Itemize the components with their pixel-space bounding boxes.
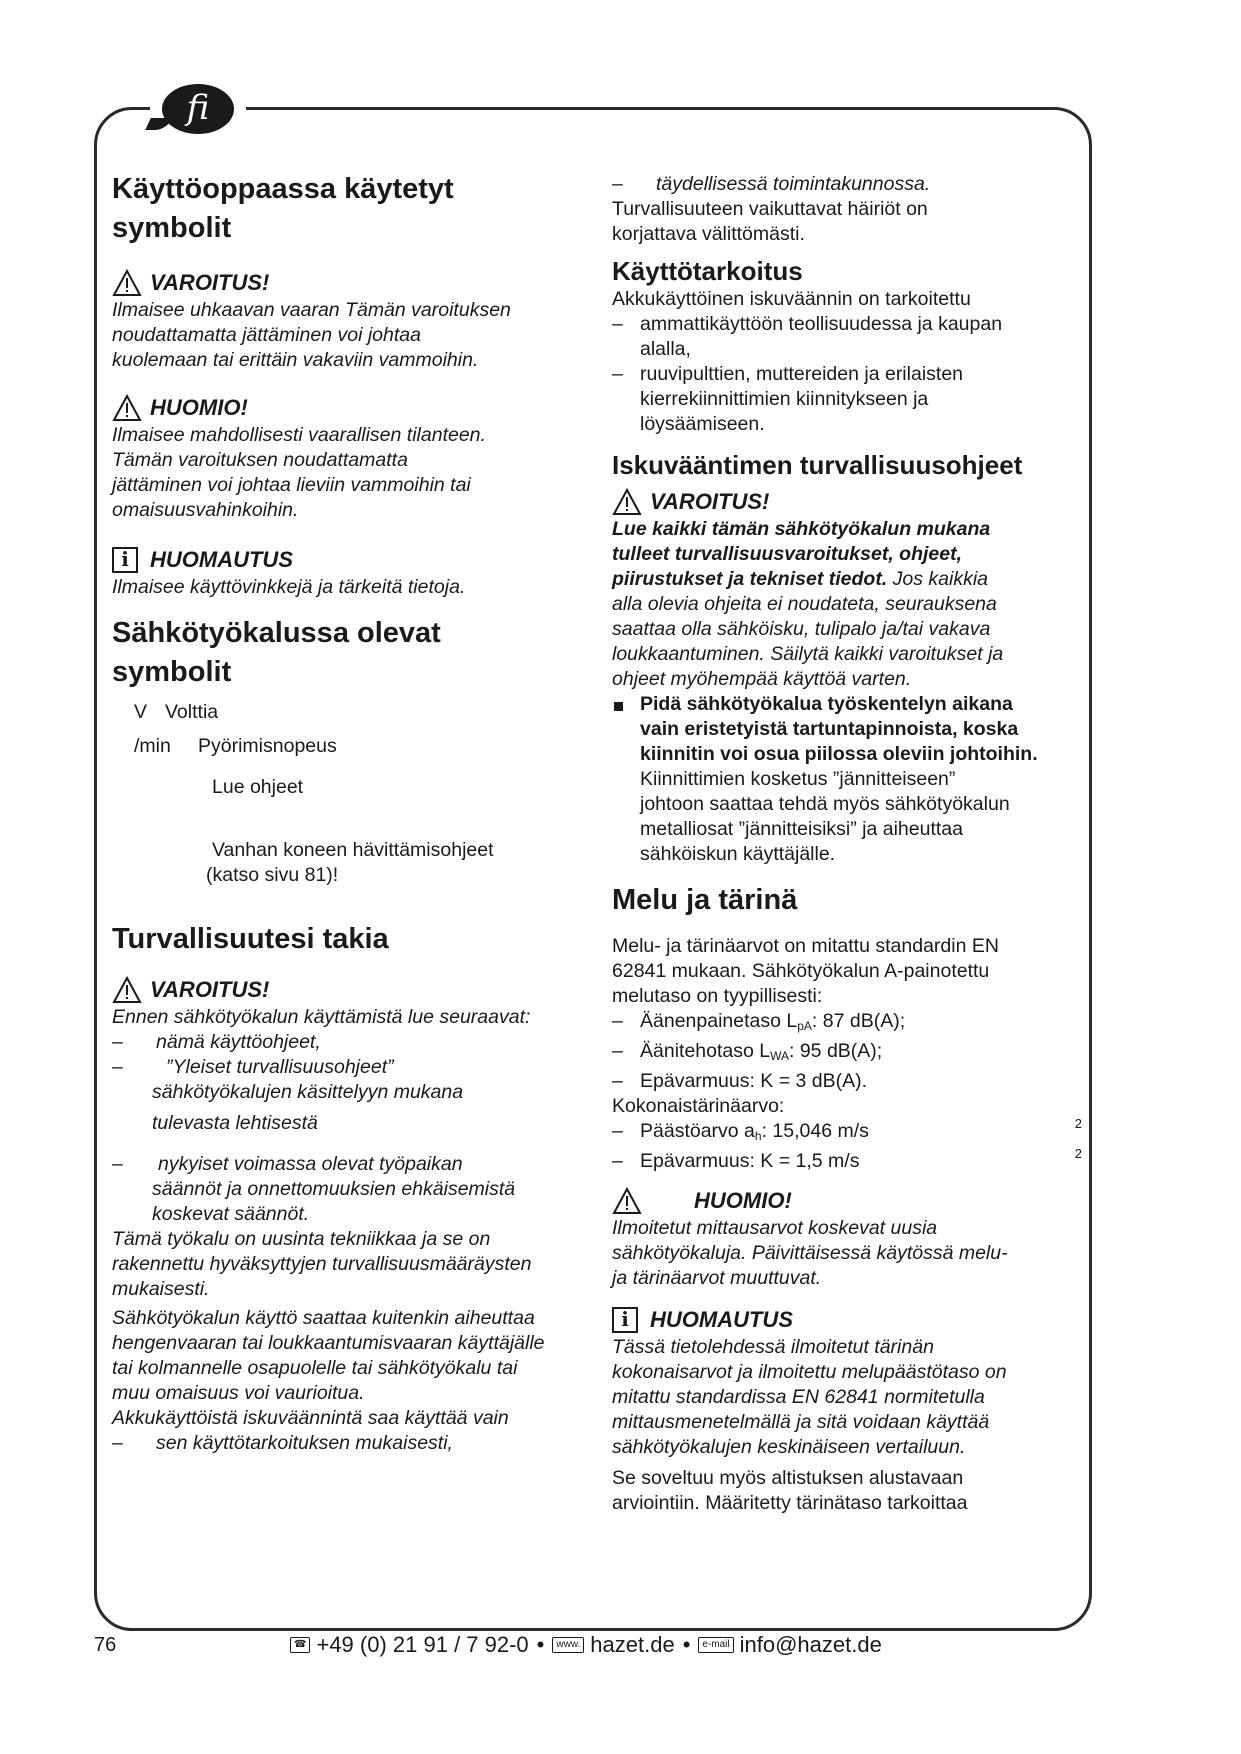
text-line: – ammattikäyttöön teollisuudessa ja kaupan <box>640 313 1003 335</box>
list-item <box>612 1116 1082 1149</box>
heading-tool-symbols <box>112 614 586 692</box>
page-number: 76 <box>94 1634 117 1656</box>
text-run: Jos kaikkia <box>887 568 989 590</box>
warning-label: VAROITUS! <box>650 489 770 514</box>
text-line: sähkötyökaluja. Päivittäisessä käytössä melu- <box>612 1242 1008 1264</box>
note-heading <box>612 1305 1082 1335</box>
note-text <box>612 1335 1082 1460</box>
warning-heading <box>612 487 1082 517</box>
text-line: mitattu standardissa EN 62841 normitetulla <box>612 1386 985 1408</box>
info-icon <box>612 1307 638 1333</box>
safety-paragraph: Akkukäyttöistä iskuväännintä saa käyttää vain <box>112 1407 509 1429</box>
text-line: johtoon saattaa tehdä myös sähkötyökalun <box>640 793 1010 815</box>
text-line: Pidä sähkötyökalua työskentelyn aikana <box>640 693 1013 715</box>
text-line: melutaso on tyypillisesti: <box>612 985 823 1007</box>
list-item <box>112 1055 586 1136</box>
text-line: kuolemaan tai erittäin vakaviin vammoihin. <box>112 349 479 371</box>
caution-heading <box>612 1186 1082 1216</box>
caution-heading <box>112 393 586 423</box>
heading-line: symbolit <box>112 212 232 244</box>
text-line: Ilmoitetut mittausarvot koskevat uusia <box>612 1217 938 1239</box>
text-line: sähköiskun käyttäjälle. <box>640 843 836 865</box>
text-line: tai kolmannelle osapuolelle tai sähkötyökalu tai <box>112 1357 518 1379</box>
text-line: mukaisesti. <box>112 1278 210 1300</box>
text-line: kokonaisarvot ja ilmoitettu melupäästötaso on <box>612 1361 1007 1383</box>
text-line: noudattamatta jättäminen voi johtaa <box>112 324 421 346</box>
text-line: sähkötyökalujen käsittelyyn mukana <box>152 1081 464 1103</box>
text-line: loukkaantuminen. Säilytä kaikki varoitukset ja <box>612 643 1004 665</box>
text-line: ohjeet myöhempää käyttöä varten. <box>612 668 912 690</box>
text-line: koskevat säännöt. <box>152 1203 310 1225</box>
list-item <box>112 1152 586 1227</box>
text-run: : 87 dB(A); <box>811 1010 906 1032</box>
symbol-value: Volttia <box>165 701 219 723</box>
heading-line: Käyttöoppaassa käytetyt <box>112 173 454 205</box>
text-line: arviointiin. Määritetty tärinätaso tarkoittaa <box>612 1492 968 1514</box>
purpose-intro: Akkukäyttöinen iskuväännin on tarkoitettu <box>612 288 971 310</box>
text-line: vain eristetyistä tartuntapinnoista, koska <box>640 718 1019 740</box>
exponent: 2 <box>1074 1146 1082 1161</box>
caution-label: HUOMIO! <box>150 395 248 420</box>
subscript: pA <box>797 1019 812 1033</box>
warning-text <box>612 517 1082 692</box>
symbol-disposal: Vanhan koneen hävittämisohjeet <box>212 839 494 861</box>
heading-noise: Melu ja tärinä <box>612 884 798 916</box>
footer <box>0 1630 1241 1670</box>
symbol-key: V <box>134 701 148 723</box>
text-line: alla olevia ohjeita ei noudateta, seurauksena <box>612 593 997 615</box>
text-line: alalla, <box>640 338 691 360</box>
text-line: tulleet turvallisuusvaroitukset, ohjeet, <box>612 543 963 565</box>
text-line: Tässä tietolehdessä ilmoitetut tärinän <box>612 1336 934 1358</box>
web-icon: www. <box>552 1637 584 1653</box>
text-line: rakennettu hyväksyttyjen turvallisuusmääräysten <box>112 1253 532 1275</box>
email-icon: e-mail <box>698 1637 733 1653</box>
heading-safety: Turvallisuutesi takia <box>112 923 389 955</box>
text-line: metalliosat ”jännitteisiksi” ja aiheuttaa <box>640 818 963 840</box>
text-line: Tämä työkalu on uusinta tekniikkaa ja se on <box>112 1228 491 1250</box>
text-line: Turvallisuuteen vaikuttavat häiriöt on <box>612 198 928 220</box>
text-run: Epävarmuus: K = 1,5 m/s <box>640 1150 860 1172</box>
note-heading <box>112 545 586 575</box>
list-item: – nämä käyttöohjeet, <box>112 1030 586 1055</box>
list-item <box>612 362 1082 437</box>
text-line: Kokonaistärinäarvo: <box>612 1095 785 1117</box>
warning-label: VAROITUS! <box>150 977 270 1002</box>
warning-triangle-icon <box>112 976 142 1004</box>
warning-heading <box>112 268 586 298</box>
symbol-key: /min <box>134 735 171 757</box>
text-line: omaisuusvahinkoihin. <box>112 499 299 521</box>
text-bold: piirustukset ja tekniset tiedot. <box>612 568 888 590</box>
language-code: fi <box>186 88 210 128</box>
text-line: muu omaisuus voi vaurioitua. <box>112 1382 365 1404</box>
text-line: Kiinnittimien kosketus ”jännitteiseen” <box>640 768 956 790</box>
text-run: : 15,046 m/s <box>761 1120 869 1142</box>
warning-triangle-icon <box>112 269 142 297</box>
text-line: Se soveltuu myös altistuksen alustavaan <box>612 1467 964 1489</box>
phone-number: +49 (0) 21 91 / 7 92-0 <box>316 1632 529 1657</box>
text-line: hengenvaaran tai loukkaantumisvaaran käyttäjälle <box>112 1332 545 1354</box>
text-line: Sähkötyökalun käyttö saattaa kuitenkin aiheuttaa <box>112 1307 535 1329</box>
symbol-value: Pyörimisnopeus <box>198 735 337 757</box>
text-line: kiinnitin voi osua piilossa oleviin johtoihin. <box>640 743 1038 765</box>
bullet-item <box>612 692 1082 867</box>
heading-impact-safety: Iskuvääntimen turvallisuusohjeet <box>612 450 1023 480</box>
right-column <box>612 172 1082 1516</box>
caution-text <box>612 1216 1082 1291</box>
exponent: 2 <box>1074 1116 1082 1131</box>
text-run: Äänitehotaso L <box>640 1040 771 1062</box>
safety-paragraph <box>112 1227 586 1302</box>
text-run: Äänenpainetaso L <box>640 1010 798 1032</box>
warning-label: VAROITUS! <box>150 270 270 295</box>
text-line: ja tärinäarvot muuttuvat. <box>612 1267 822 1289</box>
text-line: – ruuvipulttien, muttereiden ja erilaisten <box>640 363 964 385</box>
symbol-disposal-ref: (katso sivu 81)! <box>206 864 339 886</box>
warning-triangle-icon <box>612 1187 642 1215</box>
heading-line: Sähkötyökalussa olevat <box>112 617 441 649</box>
text-line: 62841 mukaan. Sähkötyökalun A-painotettu <box>612 960 990 982</box>
final-text <box>612 1466 1082 1516</box>
heading-manual-symbols <box>112 170 586 248</box>
text-line: tulevasta lehtisestä <box>152 1112 318 1134</box>
text-line: sähkötyökalujen keskinäiseen vertailuun. <box>612 1436 966 1458</box>
text-line: löysäämiseen. <box>640 413 765 435</box>
text-line: Melu- ja tärinäarvot on mitattu standardin EN <box>612 935 999 957</box>
left-column <box>112 170 586 1456</box>
separator-dot: • <box>536 1632 545 1657</box>
contact-line <box>290 1632 882 1658</box>
website-link[interactable]: hazet.de <box>590 1632 675 1657</box>
text-line <box>612 567 1082 592</box>
heading-line: symbolit <box>112 656 232 688</box>
safety-paragraph <box>112 1306 586 1406</box>
text-line: jättäminen voi johtaa lieviin vammoihin tai <box>112 474 471 496</box>
text-line: korjattava välittömästi. <box>612 223 805 245</box>
list-item: – täydellisessä toimintakunnossa. <box>612 172 1082 197</box>
caution-text <box>112 423 586 523</box>
note-label: HUOMAUTUS <box>650 1307 793 1332</box>
text-line: säännöt ja onnettomuuksien ehkäisemistä <box>152 1178 516 1200</box>
heading-purpose: Käyttötarkoitus <box>612 256 803 286</box>
info-icon <box>112 547 138 573</box>
caution-label: HUOMIO! <box>694 1188 792 1213</box>
safety-intro: Ennen sähkötyökalun käyttämistä lue seuraavat: <box>112 1006 531 1028</box>
text-line: Ilmaisee uhkaavan vaaran Tämän varoituksen <box>112 299 511 321</box>
note-text: Ilmaisee käyttövinkkejä ja tärkeitä tietoja. <box>112 576 466 598</box>
text-line: saattaa olla sähköisku, tulipalo ja/tai vakava <box>612 618 991 640</box>
list-item <box>612 1009 1082 1039</box>
phone-icon: ☎ <box>290 1637 310 1653</box>
symbol-read-manual: Lue ohjeet <box>212 776 304 798</box>
list-item <box>612 1146 1082 1174</box>
warning-triangle-icon <box>612 488 642 516</box>
list-item: – sen käyttötarkoituksen mukaisesti, <box>112 1431 586 1456</box>
text-line: – nykyiset voimassa olevat työpaikan <box>158 1153 463 1175</box>
list-item <box>612 312 1082 362</box>
text-run: : 95 dB(A); <box>789 1040 883 1062</box>
language-badge <box>162 84 234 134</box>
text-line: Ilmaisee mahdollisesti vaarallisen tilanteen. <box>112 424 486 446</box>
text-line: kierrekiinnittimien kiinnitykseen ja <box>640 388 929 410</box>
email-link[interactable]: info@hazet.de <box>739 1632 882 1657</box>
note-label: HUOMAUTUS <box>150 547 293 572</box>
noise-intro <box>612 934 1082 1009</box>
subscript: h <box>754 1129 762 1143</box>
symbol-volt <box>112 700 586 725</box>
text-line: mittausmenetelmällä ja sitä voidaan käyttää <box>612 1411 990 1433</box>
separator-dot: • <box>682 1632 691 1657</box>
text-line: Tämän varoituksen noudattamatta <box>112 449 408 471</box>
warning-triangle-icon <box>112 394 142 422</box>
list-item: – Epävarmuus: K = 3 dB(A). <box>612 1069 1082 1094</box>
list-item <box>612 1039 1082 1069</box>
warning-heading <box>112 975 586 1005</box>
text-run: Päästöarvo a <box>640 1120 755 1142</box>
text-line: – ”Yleiset turvallisuusohjeet” <box>166 1056 394 1078</box>
warning-text <box>112 298 586 373</box>
text-line: Lue kaikki tämän sähkötyökalun mukana <box>612 518 991 540</box>
symbol-rpm <box>112 734 586 759</box>
subscript: WA <box>770 1049 789 1063</box>
